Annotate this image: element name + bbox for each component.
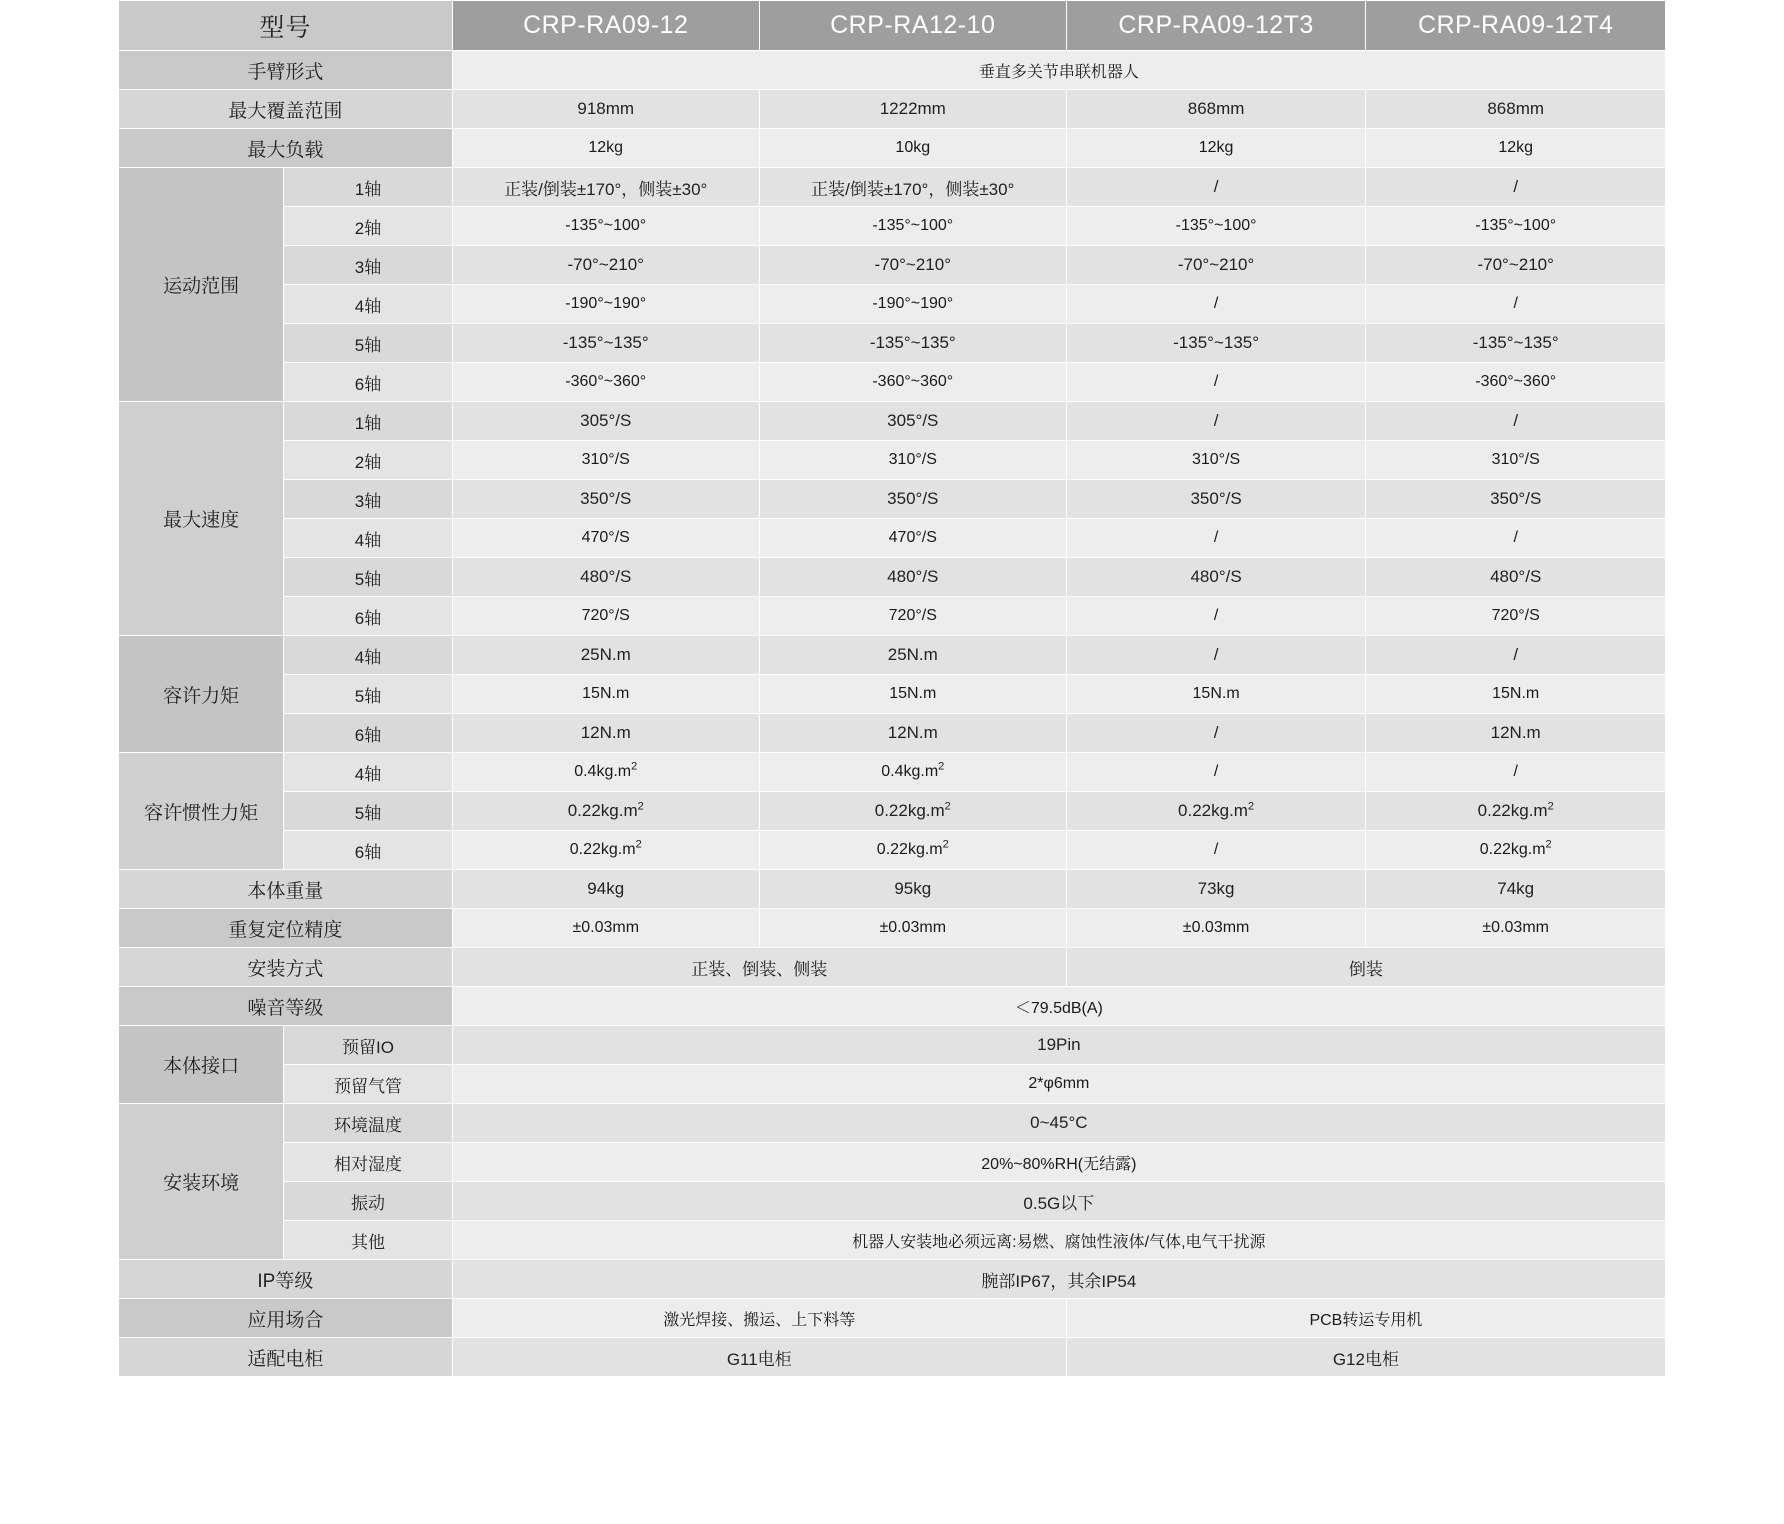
allow-torque-a6-v4: 12N.m	[1366, 714, 1666, 753]
install-env-item-value-1: 0~45°C	[452, 1104, 1665, 1143]
sup-text: 2	[631, 760, 638, 773]
value-text: 0.22kg.m	[874, 801, 945, 820]
max-speed-a6-v1: 720°/S	[452, 597, 759, 636]
repeat-accuracy-v2: ±0.03mm	[759, 909, 1066, 948]
row-label-mounting: 安装方式	[119, 948, 453, 987]
header-model-2: CRP-RA12-10	[759, 1, 1066, 51]
table-row	[119, 90, 1666, 129]
sup-text: 2	[1545, 838, 1552, 851]
table-row	[119, 1026, 1666, 1065]
axis-label: 4轴	[284, 753, 452, 792]
axis-label: 4轴	[284, 636, 452, 675]
max-speed-a2-v3: 310°/S	[1066, 441, 1366, 480]
table-row	[119, 129, 1666, 168]
motion-range-a5-v3: -135°~135°	[1066, 324, 1366, 363]
group-label-motion-range: 运动范围	[119, 168, 284, 402]
value-text: 0.4kg.m	[574, 763, 632, 780]
table-row	[119, 519, 1666, 558]
axis-label: 2轴	[284, 207, 452, 246]
table-row	[119, 168, 1666, 207]
install-env-item-value-4: 机器人安装地必须远离:易燃、腐蚀性液体/气体,电气干扰源	[452, 1221, 1665, 1260]
motion-range-a6-v3: /	[1066, 363, 1366, 402]
allow-inertia-a6-v4	[1366, 831, 1666, 870]
table-row	[119, 51, 1666, 90]
body-interface-item-name-1: 预留IO	[284, 1026, 452, 1065]
max-speed-a6-v4: 720°/S	[1366, 597, 1666, 636]
max-speed-a5-v2: 480°/S	[759, 558, 1066, 597]
allow-inertia-a5-v4	[1366, 792, 1666, 831]
motion-range-a3-v1: -70°~210°	[452, 246, 759, 285]
motion-range-a2-v3: -135°~100°	[1066, 207, 1366, 246]
repeat-accuracy-v1: ±0.03mm	[452, 909, 759, 948]
max-speed-a2-v2: 310°/S	[759, 441, 1066, 480]
install-env-item-name-2: 相对湿度	[284, 1143, 452, 1182]
row-label-max-reach: 最大覆盖范围	[119, 90, 453, 129]
allow-inertia-a4-v2	[759, 753, 1066, 792]
spec-table	[118, 0, 1666, 1377]
max-speed-a1-v4: /	[1366, 402, 1666, 441]
group-label-body-interface: 本体接口	[119, 1026, 284, 1104]
max-reach-value-2: 1222mm	[759, 90, 1066, 129]
table-row	[119, 285, 1666, 324]
axis-label: 1轴	[284, 168, 452, 207]
repeat-accuracy-v3: ±0.03mm	[1066, 909, 1366, 948]
max-speed-a5-v1: 480°/S	[452, 558, 759, 597]
repeat-accuracy-v4: ±0.03mm	[1366, 909, 1666, 948]
axis-label: 1轴	[284, 402, 452, 441]
table-row	[119, 402, 1666, 441]
table-header-row	[119, 1, 1666, 51]
motion-range-a4-v3: /	[1066, 285, 1366, 324]
allow-torque-a5-v1: 15N.m	[452, 675, 759, 714]
table-row	[119, 1104, 1666, 1143]
header-model-1: CRP-RA09-12	[452, 1, 759, 51]
body-weight-v2: 95kg	[759, 870, 1066, 909]
table-row	[119, 1143, 1666, 1182]
group-label-allow-torque: 容许力矩	[119, 636, 284, 753]
table-row	[119, 1338, 1666, 1377]
allow-inertia-a6-v3: /	[1066, 831, 1366, 870]
header-label: 型号	[119, 1, 453, 51]
allow-inertia-a5-v2	[759, 792, 1066, 831]
install-env-item-name-4: 其他	[284, 1221, 452, 1260]
sup-text: 2	[944, 800, 951, 813]
max-speed-a1-v1: 305°/S	[452, 402, 759, 441]
max-speed-a3-v4: 350°/S	[1366, 480, 1666, 519]
value-text: 0.22kg.m	[1479, 841, 1546, 858]
cabinet-value-right: G12电柜	[1066, 1338, 1665, 1377]
body-weight-v1: 94kg	[452, 870, 759, 909]
motion-range-a3-v3: -70°~210°	[1066, 246, 1366, 285]
application-value-right: PCB转运专用机	[1066, 1299, 1665, 1338]
table-row	[119, 597, 1666, 636]
max-speed-a4-v3: /	[1066, 519, 1366, 558]
group-label-install-env: 安装环境	[119, 1104, 284, 1260]
group-label-allow-inertia: 容许惯性力矩	[119, 753, 284, 870]
application-value-left: 激光焊接、搬运、上下料等	[452, 1299, 1066, 1338]
row-label-application: 应用场合	[119, 1299, 453, 1338]
allow-torque-a6-v2: 12N.m	[759, 714, 1066, 753]
sup-text: 2	[938, 760, 945, 773]
allow-torque-a4-v2: 25N.m	[759, 636, 1066, 675]
max-speed-a3-v2: 350°/S	[759, 480, 1066, 519]
table-row	[119, 831, 1666, 870]
header-model-4: CRP-RA09-12T4	[1366, 1, 1666, 51]
table-row	[119, 636, 1666, 675]
sup-text: 2	[1247, 800, 1255, 813]
table-row	[119, 480, 1666, 519]
mounting-value-right: 倒装	[1066, 948, 1665, 987]
row-label-body-weight: 本体重量	[119, 870, 453, 909]
table-row	[119, 948, 1666, 987]
allow-torque-a5-v4: 15N.m	[1366, 675, 1666, 714]
cabinet-value-left: G11电柜	[452, 1338, 1066, 1377]
axis-label: 6轴	[284, 363, 452, 402]
allow-inertia-a4-v3: /	[1066, 753, 1366, 792]
allow-torque-a5-v3: 15N.m	[1066, 675, 1366, 714]
table-row	[119, 753, 1666, 792]
motion-range-a4-v4: /	[1366, 285, 1666, 324]
value-text: 0.22kg.m	[1178, 801, 1248, 820]
allow-inertia-a5-v1	[452, 792, 759, 831]
body-interface-item-value-1: 19Pin	[452, 1026, 1665, 1065]
motion-range-a4-v2: -190°~190°	[759, 285, 1066, 324]
value-text: 0.22kg.m	[1477, 801, 1548, 820]
row-label-noise-level: 噪音等级	[119, 987, 453, 1026]
allow-torque-a4-v1: 25N.m	[452, 636, 759, 675]
allow-torque-a6-v1: 12N.m	[452, 714, 759, 753]
axis-label: 5轴	[284, 675, 452, 714]
noise-level-value: ＜79.5dB(A)	[452, 987, 1665, 1026]
motion-range-a1-v2: 正装/倒装±170°，侧装±30°	[759, 168, 1066, 207]
max-speed-a2-v1: 310°/S	[452, 441, 759, 480]
sup-text: 2	[942, 838, 949, 851]
table-row	[119, 207, 1666, 246]
table-row	[119, 558, 1666, 597]
max-payload-value-1: 12kg	[452, 129, 759, 168]
axis-label: 5轴	[284, 324, 452, 363]
table-row	[119, 714, 1666, 753]
max-payload-value-3: 12kg	[1066, 129, 1366, 168]
max-speed-a1-v3: /	[1066, 402, 1366, 441]
allow-inertia-a6-v2	[759, 831, 1066, 870]
table-row	[119, 1221, 1666, 1260]
max-payload-value-2: 10kg	[759, 129, 1066, 168]
body-interface-item-name-2: 预留气管	[284, 1065, 452, 1104]
max-reach-value-3: 868mm	[1066, 90, 1366, 129]
max-speed-a4-v4: /	[1366, 519, 1666, 558]
value-text: 0.22kg.m	[567, 801, 638, 820]
arm-type-value: 垂直多关节串联机器人	[452, 51, 1665, 90]
motion-range-a3-v2: -70°~210°	[759, 246, 1066, 285]
motion-range-a2-v4: -135°~100°	[1366, 207, 1666, 246]
table-row	[119, 675, 1666, 714]
max-payload-value-4: 12kg	[1366, 129, 1666, 168]
table-row	[119, 870, 1666, 909]
table-row	[119, 1065, 1666, 1104]
table-row	[119, 1182, 1666, 1221]
motion-range-a1-v3: /	[1066, 168, 1366, 207]
table-row	[119, 909, 1666, 948]
allow-inertia-a5-v3	[1066, 792, 1366, 831]
axis-label: 6轴	[284, 831, 452, 870]
motion-range-a5-v1: -135°~135°	[452, 324, 759, 363]
motion-range-a1-v1: 正装/倒装±170°，侧装±30°	[452, 168, 759, 207]
table-row	[119, 441, 1666, 480]
max-speed-a4-v2: 470°/S	[759, 519, 1066, 558]
header-model-3: CRP-RA09-12T3	[1066, 1, 1366, 51]
install-env-item-value-3: 0.5G以下	[452, 1182, 1665, 1221]
body-weight-v3: 73kg	[1066, 870, 1366, 909]
table-row	[119, 324, 1666, 363]
max-speed-a6-v3: /	[1066, 597, 1366, 636]
allow-torque-a6-v3: /	[1066, 714, 1366, 753]
max-speed-a6-v2: 720°/S	[759, 597, 1066, 636]
axis-label: 5轴	[284, 558, 452, 597]
allow-inertia-a4-v4: /	[1366, 753, 1666, 792]
allow-torque-a5-v2: 15N.m	[759, 675, 1066, 714]
motion-range-a1-v4: /	[1366, 168, 1666, 207]
max-speed-a5-v4: 480°/S	[1366, 558, 1666, 597]
axis-label: 4轴	[284, 285, 452, 324]
max-speed-a1-v2: 305°/S	[759, 402, 1066, 441]
sup-text: 2	[1547, 800, 1554, 813]
axis-label: 6轴	[284, 714, 452, 753]
install-env-item-name-3: 振动	[284, 1182, 452, 1221]
install-env-item-name-1: 环境温度	[284, 1104, 452, 1143]
table-row	[119, 1260, 1666, 1299]
row-label-cabinet: 适配电柜	[119, 1338, 453, 1377]
axis-label: 3轴	[284, 480, 452, 519]
row-label-max-payload: 最大负载	[119, 129, 453, 168]
motion-range-a6-v2: -360°~360°	[759, 363, 1066, 402]
install-env-item-value-2: 20%~80%RH(无结露)	[452, 1143, 1665, 1182]
table-row	[119, 1299, 1666, 1338]
max-speed-a3-v1: 350°/S	[452, 480, 759, 519]
axis-label: 3轴	[284, 246, 452, 285]
motion-range-a6-v1: -360°~360°	[452, 363, 759, 402]
value-text: 0.22kg.m	[569, 841, 636, 858]
motion-range-a6-v4: -360°~360°	[1366, 363, 1666, 402]
motion-range-a2-v1: -135°~100°	[452, 207, 759, 246]
body-interface-item-value-2: 2*φ6mm	[452, 1065, 1665, 1104]
value-text: 0.22kg.m	[876, 841, 943, 858]
motion-range-a3-v4: -70°~210°	[1366, 246, 1666, 285]
body-weight-v4: 74kg	[1366, 870, 1666, 909]
axis-label: 5轴	[284, 792, 452, 831]
max-reach-value-4: 868mm	[1366, 90, 1666, 129]
allow-torque-a4-v3: /	[1066, 636, 1366, 675]
table-row	[119, 987, 1666, 1026]
mounting-value-left: 正装、倒装、侧装	[452, 948, 1066, 987]
max-speed-a2-v4: 310°/S	[1366, 441, 1666, 480]
axis-label: 2轴	[284, 441, 452, 480]
max-speed-a3-v3: 350°/S	[1066, 480, 1366, 519]
sup-text: 2	[635, 838, 642, 851]
allow-inertia-a4-v1	[452, 753, 759, 792]
max-reach-value-1: 918mm	[452, 90, 759, 129]
max-speed-a4-v1: 470°/S	[452, 519, 759, 558]
allow-inertia-a6-v1	[452, 831, 759, 870]
axis-label: 4轴	[284, 519, 452, 558]
allow-torque-a4-v4: /	[1366, 636, 1666, 675]
group-label-max-speed: 最大速度	[119, 402, 284, 636]
motion-range-a5-v4: -135°~135°	[1366, 324, 1666, 363]
axis-label: 6轴	[284, 597, 452, 636]
row-label-ip-rating: IP等级	[119, 1260, 453, 1299]
row-label-repeat-accuracy: 重复定位精度	[119, 909, 453, 948]
row-label-arm-type: 手臂形式	[119, 51, 453, 90]
ip-rating-value: 腕部IP67，其余IP54	[452, 1260, 1665, 1299]
value-text: 0.4kg.m	[881, 763, 939, 780]
motion-range-a2-v2: -135°~100°	[759, 207, 1066, 246]
table-row	[119, 363, 1666, 402]
table-row	[119, 792, 1666, 831]
max-speed-a5-v3: 480°/S	[1066, 558, 1366, 597]
motion-range-a5-v2: -135°~135°	[759, 324, 1066, 363]
motion-range-a4-v1: -190°~190°	[452, 285, 759, 324]
sup-text: 2	[637, 800, 644, 813]
table-row	[119, 246, 1666, 285]
